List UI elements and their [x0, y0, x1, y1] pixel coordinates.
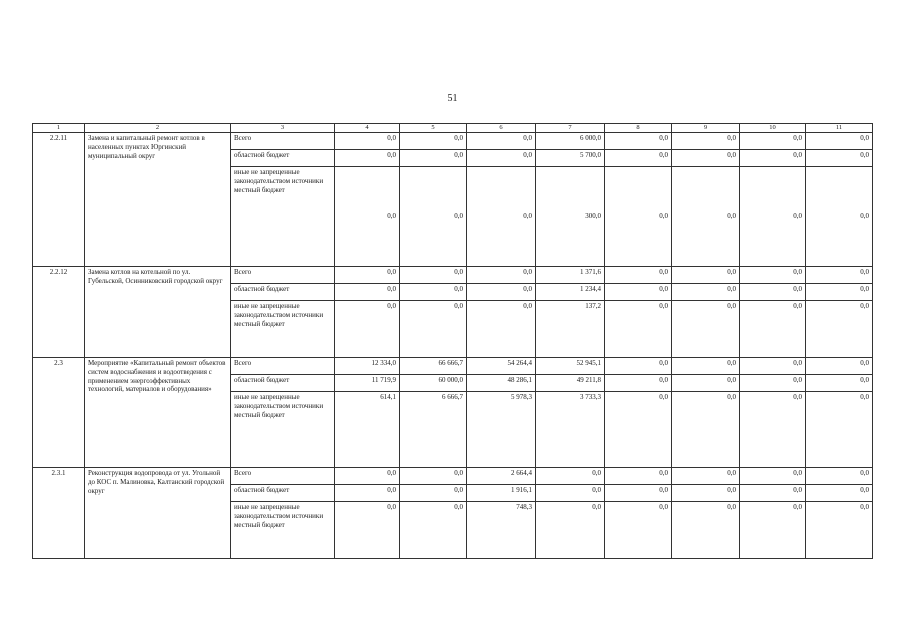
value-cell: 0,0	[806, 392, 873, 468]
value-cell: 0,0	[672, 358, 740, 375]
value-cell: 6 666,7	[400, 392, 467, 468]
column-number: 3	[231, 124, 335, 133]
value-cell: 0,0	[335, 267, 400, 284]
measure-name: Реконструкция водопровода от ул. Угольной до КОС п. Малиновка, Калтанский городской округ	[85, 468, 231, 559]
value-cell: 0,0	[672, 167, 740, 267]
value-cell: 0,0	[740, 502, 806, 559]
value-cell: 0,0	[740, 485, 806, 502]
column-number: 4	[335, 124, 400, 133]
source-regional-label: областной бюджет	[231, 284, 335, 301]
source-other-label: иные не запрещенные законодательством источники	[234, 393, 324, 410]
value-cell: 0,0	[806, 468, 873, 485]
column-number: 7	[536, 124, 605, 133]
column-number: 6	[467, 124, 536, 133]
source-other-label: иные не запрещенные законодательством источники	[234, 503, 324, 520]
value-cell: 0,0	[806, 267, 873, 284]
value-cell: 0,0	[740, 358, 806, 375]
source-total-label: Всего	[231, 133, 335, 150]
value-cell: 2 664,4	[467, 468, 536, 485]
value-cell: 0,0	[467, 150, 536, 167]
source-local-label: местный бюджет	[234, 520, 285, 529]
source-local-label: местный бюджет	[234, 185, 285, 194]
value-cell: 0,0	[467, 284, 536, 301]
value-cell: 0,0	[740, 133, 806, 150]
column-number: 11	[806, 124, 873, 133]
value-cell: 0,0	[536, 485, 605, 502]
value-cell: 0,0	[740, 267, 806, 284]
value-cell: 0,0	[605, 375, 672, 392]
value-cell: 0,0	[806, 284, 873, 301]
value-cell: 0,0	[467, 133, 536, 150]
value-cell: 0,0	[806, 375, 873, 392]
value-cell: 0,0	[400, 150, 467, 167]
value-cell: 5 978,3	[467, 392, 536, 468]
budget-table	[32, 123, 873, 559]
value-cell: 0,0	[335, 133, 400, 150]
value-cell: 0,0	[605, 502, 672, 559]
value-cell: 0,0	[467, 267, 536, 284]
value-cell: 0,0	[740, 167, 806, 267]
source-total-label: Всего	[231, 358, 335, 375]
value-cell: 0,0	[740, 392, 806, 468]
value-cell: 0,0	[605, 392, 672, 468]
value-cell: 0,0	[335, 468, 400, 485]
value-cell: 0,0	[400, 267, 467, 284]
column-number: 2	[85, 124, 231, 133]
value-cell: 0,0	[740, 375, 806, 392]
value-cell: 11 719,9	[335, 375, 400, 392]
value-cell: 0,0	[740, 284, 806, 301]
value-cell: 0,0	[672, 468, 740, 485]
value-cell: 66 666,7	[400, 358, 467, 375]
measure-row-total	[33, 358, 873, 375]
value-cell: 48 286,1	[467, 375, 536, 392]
value-cell: 300,0	[536, 167, 605, 267]
value-cell: 0,0	[400, 301, 467, 358]
value-cell: 0,0	[806, 133, 873, 150]
measure-row-total	[33, 133, 873, 150]
value-cell: 0,0	[400, 284, 467, 301]
value-cell: 748,3	[467, 502, 536, 559]
column-number: 5	[400, 124, 467, 133]
value-cell: 0,0	[806, 485, 873, 502]
value-cell: 0,0	[400, 133, 467, 150]
column-number-row	[33, 124, 873, 133]
value-cell: 0,0	[672, 375, 740, 392]
value-cell: 12 334,0	[335, 358, 400, 375]
value-cell: 0,0	[605, 167, 672, 267]
value-cell: 0,0	[806, 358, 873, 375]
value-cell: 0,0	[672, 284, 740, 301]
source-total-label: Всего	[231, 468, 335, 485]
value-cell: 0,0	[335, 502, 400, 559]
value-cell: 0,0	[806, 150, 873, 167]
value-cell: 0,0	[605, 133, 672, 150]
value-cell: 0,0	[605, 301, 672, 358]
value-cell: 5 700,0	[536, 150, 605, 167]
source-local-label: местный бюджет	[234, 319, 285, 328]
column-number: 9	[672, 124, 740, 133]
value-cell: 3 733,3	[536, 392, 605, 468]
value-cell: 0,0	[806, 167, 873, 267]
value-cell: 0,0	[672, 502, 740, 559]
value-cell: 0,0	[672, 392, 740, 468]
source-other-label: иные не запрещенные законодательством источники	[234, 302, 324, 319]
measure-name: Мероприятие «Капитальный ремонт объектов систем водоснабжения и водоотведения с применением энергоэффективных технологий, материалов и оборудования»	[85, 358, 231, 468]
value-cell: 0,0	[672, 267, 740, 284]
value-cell: 0,0	[605, 358, 672, 375]
value-cell: 0,0	[740, 150, 806, 167]
source-regional-label: областной бюджет	[231, 150, 335, 167]
value-cell: 0,0	[672, 485, 740, 502]
source-regional-label: областной бюджет	[231, 375, 335, 392]
value-cell: 0,0	[740, 468, 806, 485]
source-regional-label: областной бюджет	[231, 485, 335, 502]
value-cell: 0,0	[335, 150, 400, 167]
measure-code: 2.2.12	[33, 267, 85, 358]
value-cell: 0,0	[740, 301, 806, 358]
value-cell: 0,0	[335, 485, 400, 502]
source-local-label: местный бюджет	[234, 410, 285, 419]
value-cell: 1 371,6	[536, 267, 605, 284]
value-cell: 1 234,4	[536, 284, 605, 301]
value-cell: 0,0	[672, 301, 740, 358]
source-other-label: иные не запрещенные законодательством источники	[234, 168, 324, 185]
measure-row-total	[33, 468, 873, 485]
value-cell: 137,2	[536, 301, 605, 358]
measure-name: Замена и капитальный ремонт котлов в населенных пунктах Юргинский муниципальный округ	[85, 133, 231, 267]
measure-name: Замена котлов на котельной по ул. Губельской, Осинниковский городской округ	[85, 267, 231, 358]
value-cell: 0,0	[536, 502, 605, 559]
value-cell: 0,0	[806, 301, 873, 358]
value-cell: 49 211,8	[536, 375, 605, 392]
page-number: 51	[447, 93, 458, 104]
source-local-cell	[231, 392, 335, 468]
value-cell: 0,0	[400, 485, 467, 502]
column-number: 10	[740, 124, 806, 133]
measure-code: 2.2.11	[33, 133, 85, 267]
value-cell: 0,0	[806, 502, 873, 559]
measure-code: 2.3.1	[33, 468, 85, 559]
value-cell: 0,0	[605, 284, 672, 301]
value-cell: 52 945,1	[536, 358, 605, 375]
value-cell: 0,0	[400, 167, 467, 267]
value-cell: 0,0	[335, 301, 400, 358]
column-number: 8	[605, 124, 672, 133]
value-cell: 60 000,0	[400, 375, 467, 392]
value-cell: 0,0	[605, 468, 672, 485]
value-cell: 0,0	[672, 133, 740, 150]
source-local-cell	[231, 167, 335, 267]
value-cell: 0,0	[467, 167, 536, 267]
measure-row-total	[33, 267, 873, 284]
value-cell: 0,0	[605, 267, 672, 284]
value-cell: 0,0	[605, 485, 672, 502]
value-cell: 0,0	[400, 468, 467, 485]
value-cell: 0,0	[335, 167, 400, 267]
column-number: 1	[33, 124, 85, 133]
value-cell: 0,0	[400, 502, 467, 559]
value-cell: 614,1	[335, 392, 400, 468]
value-cell: 0,0	[672, 150, 740, 167]
value-cell: 0,0	[536, 468, 605, 485]
value-cell: 0,0	[605, 150, 672, 167]
value-cell: 1 916,1	[467, 485, 536, 502]
source-local-cell	[231, 502, 335, 559]
value-cell: 54 264,4	[467, 358, 536, 375]
value-cell: 0,0	[335, 284, 400, 301]
source-total-label: Всего	[231, 267, 335, 284]
value-cell: 0,0	[467, 301, 536, 358]
measure-code: 2.3	[33, 358, 85, 468]
value-cell: 6 000,0	[536, 133, 605, 150]
source-local-cell	[231, 301, 335, 358]
